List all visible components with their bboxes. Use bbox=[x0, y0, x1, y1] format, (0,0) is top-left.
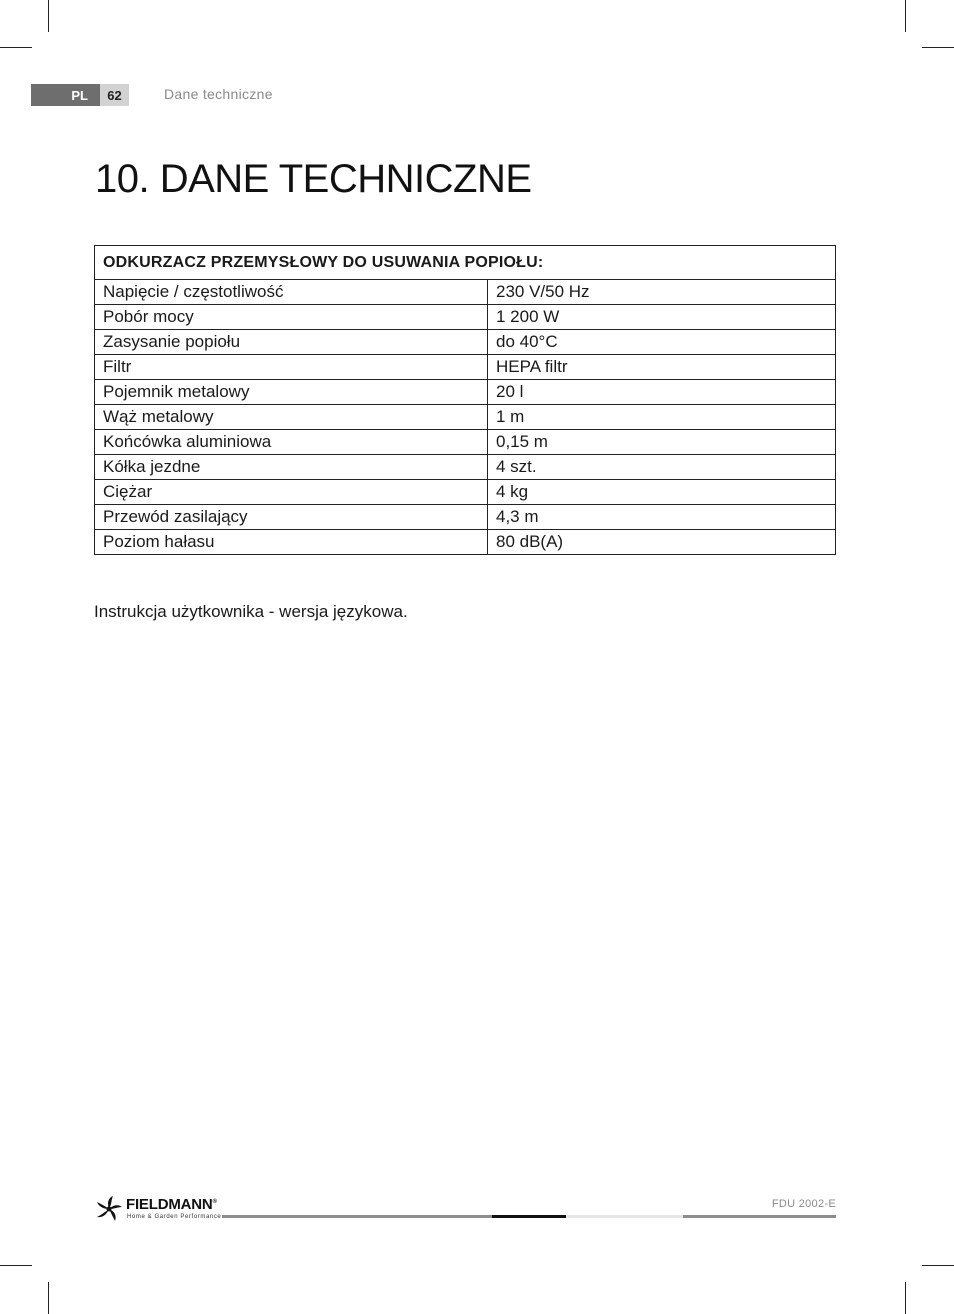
crop-mark bbox=[48, 1282, 49, 1314]
param-value: 4,3 m bbox=[488, 505, 836, 530]
crop-mark bbox=[0, 1265, 32, 1266]
footnote: Instrukcja użytkownika - wersja językowa. bbox=[94, 602, 408, 621]
spec-table-heading: ODKURZACZ PRZEMYSŁOWY DO USUWANIA POPIOŁU: bbox=[95, 246, 836, 280]
footer-bar-light bbox=[566, 1215, 683, 1218]
param-name: Zasysanie popiołu bbox=[95, 330, 488, 355]
footer-bar-black bbox=[492, 1215, 566, 1218]
table-row bbox=[95, 430, 836, 455]
param-name: Kółka jezdne bbox=[95, 455, 488, 480]
param-value: do 40°C bbox=[488, 330, 836, 355]
param-value: 1 200 W bbox=[488, 305, 836, 330]
brand-name-text: FIELDMANN bbox=[126, 1196, 213, 1213]
table-row bbox=[95, 355, 836, 380]
footer-bar-gray bbox=[222, 1215, 492, 1218]
param-name: Pobór mocy bbox=[95, 305, 488, 330]
brand-tagline: Home & Garden Performance bbox=[127, 1214, 222, 1220]
param-value: 4 szt. bbox=[488, 455, 836, 480]
crop-mark bbox=[48, 0, 49, 32]
param-value: 4 kg bbox=[488, 480, 836, 505]
param-value: 230 V/50 Hz bbox=[488, 280, 836, 305]
param-value: 20 l bbox=[488, 380, 836, 405]
crop-mark bbox=[905, 0, 906, 32]
table-row bbox=[95, 455, 836, 480]
table-row bbox=[95, 505, 836, 530]
table-row bbox=[95, 280, 836, 305]
param-value: HEPA filtr bbox=[488, 355, 836, 380]
table-row bbox=[95, 305, 836, 330]
crop-mark bbox=[0, 47, 32, 48]
param-name: Wąż metalowy bbox=[95, 405, 488, 430]
param-name: Pojemnik metalowy bbox=[95, 380, 488, 405]
crop-mark bbox=[905, 1282, 906, 1314]
table-row bbox=[95, 380, 836, 405]
param-name: Napięcie / częstotliwość bbox=[95, 280, 488, 305]
param-name: Filtr bbox=[95, 355, 488, 380]
spec-table-header-row bbox=[95, 246, 836, 280]
param-name: Poziom hałasu bbox=[95, 530, 488, 555]
param-name: Ciężar bbox=[95, 480, 488, 505]
crop-mark bbox=[922, 1265, 954, 1266]
page-title: 10. DANE TECHNICZNE bbox=[95, 157, 532, 201]
crop-mark bbox=[922, 47, 954, 48]
trademark-mark: ® bbox=[212, 1199, 217, 1205]
fan-blade-icon bbox=[94, 1194, 124, 1224]
model-code: FDU 2002-E bbox=[771, 1198, 836, 1210]
spec-table bbox=[94, 245, 836, 555]
table-row bbox=[95, 530, 836, 555]
table-row bbox=[95, 405, 836, 430]
param-value: 0,15 m bbox=[488, 430, 836, 455]
param-name: Przewód zasilający bbox=[95, 505, 488, 530]
language-tab: PL bbox=[31, 84, 100, 106]
table-row bbox=[95, 330, 836, 355]
brand-logo bbox=[94, 1194, 224, 1224]
brand-name bbox=[126, 1196, 217, 1213]
footer-bar-gray-right bbox=[683, 1215, 836, 1218]
table-row bbox=[95, 480, 836, 505]
param-name: Końcówka aluminiowa bbox=[95, 430, 488, 455]
param-value: 80 dB(A) bbox=[488, 530, 836, 555]
param-value: 1 m bbox=[488, 405, 836, 430]
page-number: 62 bbox=[100, 84, 129, 106]
section-name: Dane techniczne bbox=[164, 86, 273, 102]
